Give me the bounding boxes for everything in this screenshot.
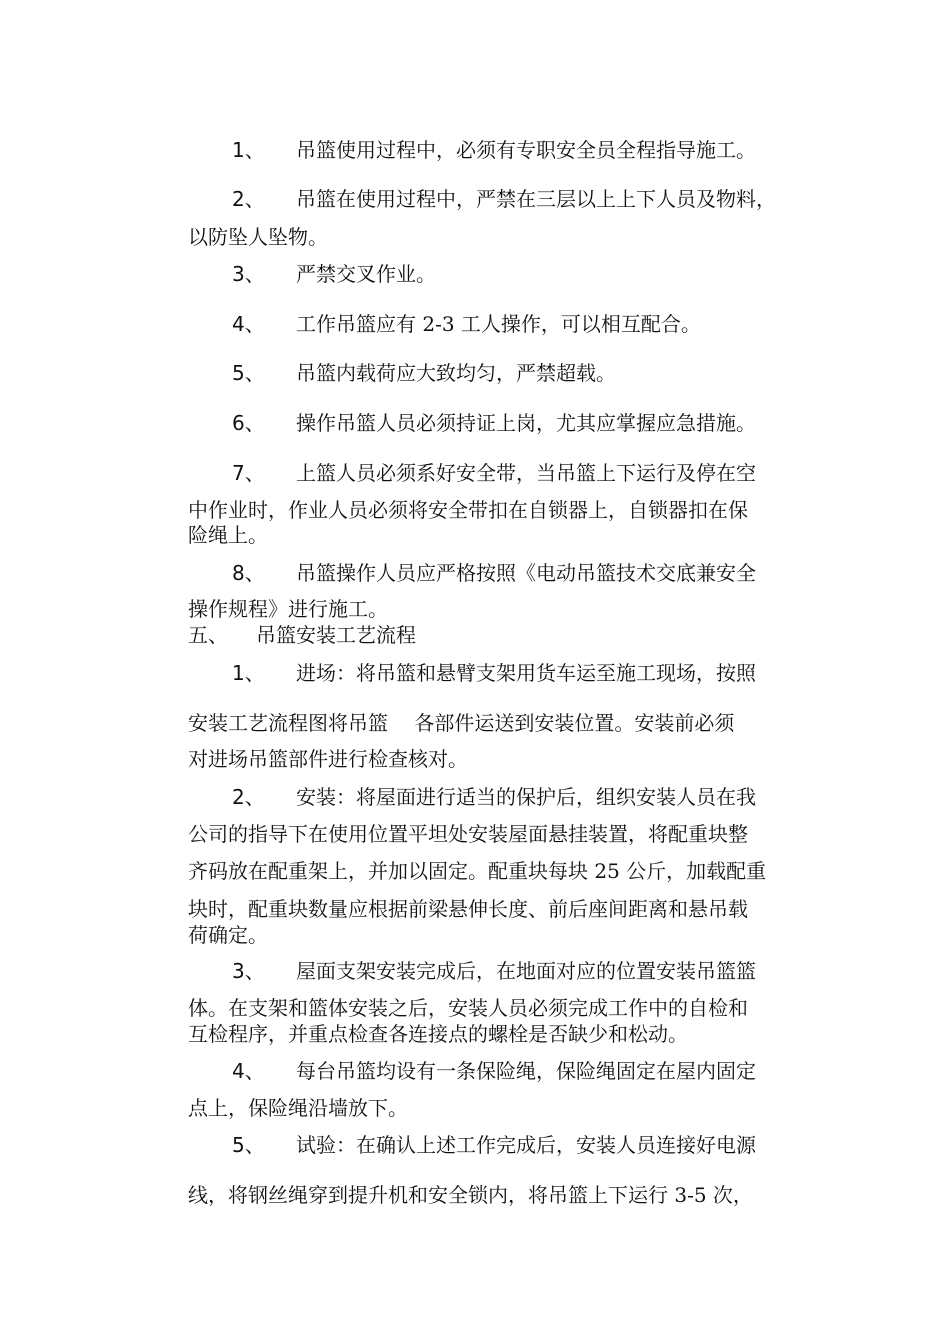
- item-text: 屋面支架安装完成后，在地面对应的位置安装吊篮篮: [296, 959, 756, 983]
- section-title: 吊篮安装工艺流程: [256, 623, 416, 647]
- item-text: 荷确定。: [188, 923, 268, 947]
- item-text: 中作业时，作业人员必须将安全带扣在自锁器上，自锁器扣在保: [188, 498, 748, 522]
- item-number: 1、: [232, 661, 265, 685]
- item-text: 吊篮在使用过程中，严禁在三层以上上下人员及物料，: [296, 187, 776, 211]
- item-text: 每台吊篮均设有一条保险绳，保险绳固定在屋内固定: [296, 1059, 756, 1083]
- item-text: 线，将钢丝绳穿到提升机和安全锁内，将吊篮上下运行 3-5 次，: [188, 1183, 753, 1207]
- item-text: 安装工艺流程图将吊篮 各部件运送到安装位置。安装前必须: [188, 711, 735, 735]
- section-number: 五、: [188, 623, 228, 647]
- item-text: 点上，保险绳沿墙放下。: [188, 1096, 408, 1120]
- item-text: 操作规程》进行施工。: [188, 597, 388, 621]
- item-number: 7、: [232, 461, 265, 485]
- item-text: 吊篮内载荷应大致均匀，严禁超载。: [296, 361, 616, 385]
- item-number: 5、: [232, 1133, 265, 1157]
- item-text: 吊篮使用过程中，必须有专职安全员全程指导施工。: [296, 138, 756, 162]
- item-text: 体。在支架和篮体安装之后，安装人员必须完成工作中的自检和: [188, 996, 748, 1020]
- item-text: 上篮人员必须系好安全带，当吊篮上下运行及停在空: [296, 461, 756, 485]
- item-text: 对进场吊篮部件进行检查核对。: [188, 747, 468, 771]
- item-text: 公司的指导下在使用位置平坦处安装屋面悬挂装置，将配重块整: [188, 822, 748, 846]
- item-number: 8、: [232, 561, 265, 585]
- item-text: 试验：在确认上述工作完成后，安装人员连接好电源: [296, 1133, 756, 1157]
- item-text: 块时，配重块数量应根据前梁悬伸长度、前后座间距离和悬吊载: [188, 897, 748, 921]
- item-number: 4、: [232, 312, 265, 336]
- item-number: 6、: [232, 411, 265, 435]
- item-number: 2、: [232, 187, 265, 211]
- item-text: 以防坠人坠物。: [188, 225, 328, 249]
- item-text: 工作吊篮应有 2-3 工人操作，可以相互配合。: [296, 312, 701, 336]
- item-text: 操作吊篮人员必须持证上岗，尤其应掌握应急措施。: [296, 411, 756, 435]
- item-text: 吊篮操作人员应严格按照《电动吊篮技术交底兼安全: [296, 561, 756, 585]
- item-number: 3、: [232, 959, 265, 983]
- item-text: 进场：将吊篮和悬臂支架用货车运至施工现场，按照: [296, 661, 756, 685]
- item-number: 3、: [232, 262, 265, 286]
- item-text: 险绳上。: [188, 523, 268, 547]
- item-number: 5、: [232, 361, 265, 385]
- item-text: 安装：将屋面进行适当的保护后，组织安装人员在我: [296, 785, 756, 809]
- item-text: 严禁交叉作业。: [296, 262, 436, 286]
- item-text: 齐码放在配重架上，并加以固定。配重块每块 25 公斤，加载配重: [188, 859, 767, 883]
- item-number: 1、: [232, 138, 265, 162]
- item-number: 2、: [232, 785, 265, 809]
- item-text: 互检程序，并重点检查各连接点的螺栓是否缺少和松动。: [188, 1022, 688, 1046]
- item-number: 4、: [232, 1059, 265, 1083]
